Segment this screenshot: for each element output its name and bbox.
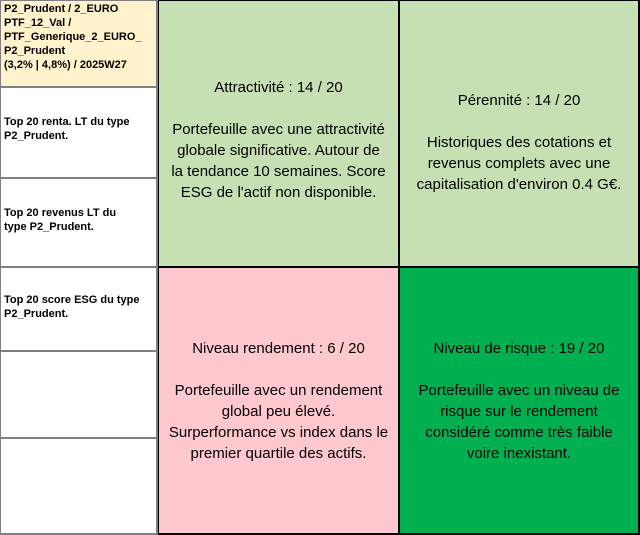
perennite-description: Historiques des cotations et revenus complets avec une capitalisation d'environ 0.4 G€. xyxy=(416,134,622,193)
attractivite-title: Attractivité : 14 / 20 xyxy=(214,78,343,96)
top20-revenus-cell[interactable] xyxy=(1,179,156,266)
risque-description: Portefeuille avec un niveau de risque sur le rendement considéré comme très faible voire inexistant. xyxy=(418,381,620,462)
top20-revenus-label: Top 20 revenus LT du type P2_Prudent. xyxy=(4,207,117,233)
left-column xyxy=(0,0,158,535)
rendement-title: Niveau rendement : 6 / 20 xyxy=(192,339,365,357)
rendement-cell[interactable] xyxy=(159,268,398,533)
rendement-content xyxy=(169,338,388,464)
attractivite-cell[interactable] xyxy=(159,1,398,266)
risque-content xyxy=(419,338,620,464)
risque-cell[interactable] xyxy=(400,268,638,533)
attractivite-content xyxy=(171,65,385,203)
empty-cell-1[interactable] xyxy=(1,352,156,437)
empty-cell-2[interactable] xyxy=(1,439,156,533)
rendement-description: Portefeuille avec un rendement global peu élevé. Surperformance vs index dans le premier quartile des actifs. xyxy=(168,381,389,462)
portfolio-header-cell[interactable] xyxy=(1,1,156,86)
top20-esg-label: Top 20 score ESG du type P2_Prudent. xyxy=(4,294,140,320)
attractivite-description: Portefeuille avec une attractivité globale significative. Autour de la tendance 10 semaines. Score ESG de l'actif non disponible. xyxy=(171,120,386,201)
top20-renta-label: Top 20 renta. LT du type P2_Prudent. xyxy=(4,116,130,142)
risque-title: Niveau de risque : 19 / 20 xyxy=(433,339,605,357)
portfolio-header-text: P2_Prudent / 2_EURO PTF_12_Val / PTF_Generique_2_EURO_ P2_Prudent (3,2% | 4,8%) / 2025W27 xyxy=(4,3,142,71)
top20-esg-cell[interactable] xyxy=(1,268,156,350)
perennite-title: Pérennité : 14 / 20 xyxy=(457,92,581,109)
perennite-content xyxy=(417,72,622,195)
perennite-cell[interactable] xyxy=(400,1,638,266)
top20-renta-cell[interactable] xyxy=(1,88,156,177)
